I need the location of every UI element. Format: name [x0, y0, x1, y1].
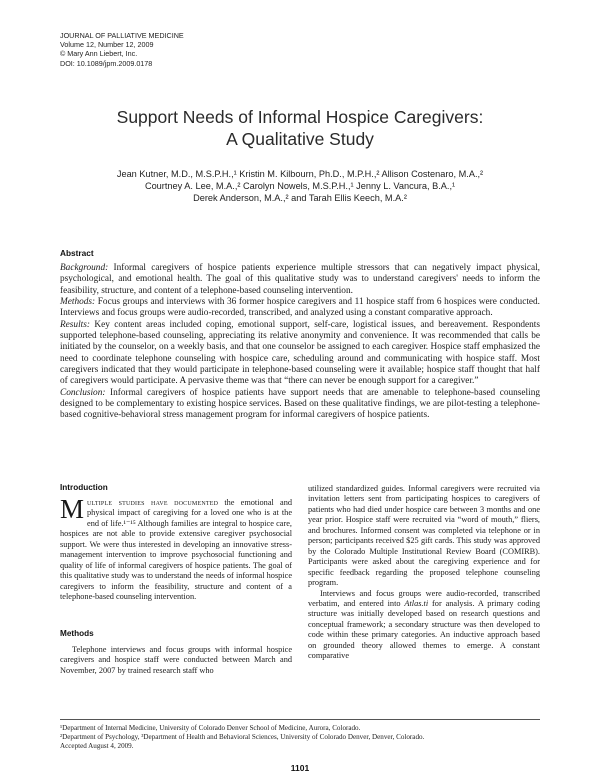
methods-body [60, 645, 292, 676]
authors-line-3: Derek Anderson, M.A.,² and Tarah Ellis Keech, M.A.² [193, 193, 407, 203]
background-label: Background: [60, 263, 109, 273]
journal-copyright: © Mary Ann Liebert, Inc. [60, 49, 138, 59]
analysis-paragraph [308, 589, 540, 662]
footnote-2: ²Department of Psychology, ³Department of Health and Behavioral Sciences, University of Colorado Denver, Denver, Colorado. [60, 733, 425, 741]
recruitment-paragraph: utilized standardized guides. Informal caregivers were recruited via invitation letters sent from participating hospices to caregivers of patients who had died under hospice care between 3 months and one year prior. Hospice staff were recruited via “word of mouth,” fliers, and brochures. Informed consent was completed via telephone or in person; participants received $25 gift cards. This study was approved by the Colorado Multiple Institutional Review Board (COMIRB). Participants were asked about the caregiving experience and for specific feedback regarding the proposed telephone counseling program. [308, 484, 540, 588]
abstract-results [60, 320, 540, 388]
journal-name: JOURNAL OF PALLIATIVE MEDICINE [60, 31, 184, 40]
drop-cap: M [60, 494, 85, 524]
results-text: Key content areas included coping, emotional support, self-care, logistical issues, and bereavement. Respondents supported telephone-based counseling, appreciating its relative anonymity and convenience. It was recommended that calls be initiated by the counselor, on a weekly basis, and that one counselor be assigned to each caregiver. Hospice staff emphasized the need to coordinate telephone counseling with hospice care, scheduling around and communicating with hospice staff. Most caregivers indicated that they would participate in telephone-based counseling were it available; hospice staff thought that half of caregivers would participate. A pervasive theme was that “there can never be enough support for a caregiver.” [60, 319, 540, 387]
title-line-2: A Qualitative Study [226, 129, 374, 149]
title-line-1: Support Needs of Informal Hospice Caregivers: [116, 107, 484, 127]
methods-text: Focus groups and interviews with 36 former hospice caregivers and 11 hospice staff from 6 hospices were conducted. Interviews and focus groups were audio-recorded, transcribed, and analyzed using a constant comparative approach. [60, 297, 540, 319]
paper-title [0, 106, 600, 150]
footnote-accepted: Accepted August 4, 2009. [60, 742, 134, 750]
conclusion-label: Conclusion: [60, 387, 106, 398]
methods-label: Methods: [60, 297, 96, 308]
results-label: Results: [60, 319, 90, 330]
footnotes [60, 724, 540, 751]
methods-heading: Methods [60, 629, 94, 638]
abstract-background [60, 263, 540, 297]
conclusion-text: Informal caregivers of hospice patients have support needs that are amenable to telephone-based counseling designed to be complementary to existing hospice services. Based on these qualitative findings, we are pilot-testing a telephone-based cognitive-behavioral stress management program for informal caregivers of hospice patients. [60, 387, 540, 421]
authors-line-1: Jean Kutner, M.D., M.S.P.H.,¹ Kristin M. Kilbourn, Ph.D., M.P.H.,² Allison Costenaro, M.A.,² [116, 169, 484, 179]
author-list [80, 168, 520, 204]
abstract-heading: Abstract [60, 248, 94, 258]
introduction-paragraph [60, 494, 292, 603]
intro-smallcaps: ultiple studies have documented [87, 498, 219, 507]
analysis-text-b: for analysis. A primary coding structure was initially developed based on research questions and conceptual framework; a secondary structure was then developed to code within these primary categories. An inductive approach based on grounded theory allowed themes to emerge. A constant comparative [308, 598, 540, 661]
abstract-body [60, 263, 540, 422]
methods-paragraph: Telephone interviews and focus groups with informal hospice caregivers and hospice staff were conducted between March and November, 2007 by trained research staff who [60, 645, 292, 675]
right-column-body [308, 484, 540, 662]
background-text: Informal caregivers of hospice patients experience multiple stressors that can negatively impact physical, psychological, and emotional health. The goal of this qualitative study was to understand caregivers' needs to inform the feasibility, structure, and content of a telephone-based counseling intervention. [60, 263, 540, 296]
abstract-conclusion [60, 388, 540, 422]
software-name: Atlas.ti [404, 598, 429, 608]
journal-header [60, 31, 184, 68]
introduction-body [60, 494, 292, 603]
authors-line-2: Courtney A. Lee, M.A.,² Carolyn Nowels, M.S.P.H.,¹ Jenny L. Vancura, B.A.,¹ [144, 181, 456, 191]
journal-volume: Volume 12, Number 12, 2009 [60, 40, 154, 50]
analysis-text-a: Interviews and focus groups were audio-recorded, transcribed verbatim, and entered into [308, 588, 540, 608]
footnote-1: ¹Department of Internal Medicine, University of Colorado Denver School of Medicine, Aurora, Colorado. [60, 724, 361, 732]
footnote-divider [60, 719, 540, 720]
journal-doi: DOI: 10.1089/jpm.2009.0178 [60, 58, 153, 68]
introduction-heading: Introduction [60, 483, 108, 492]
abstract-methods [60, 297, 540, 320]
page-number: 1101 [290, 763, 310, 773]
intro-text: the emotional and physical impact of caregiving for a loved one who is at the end of life.¹⁻¹⁵ Although families are integral to hospice care, hospices are not able to provide extensive caregiver psychosocial support. We were thus interested in developing an innovative stress-management intervention to improve psychosocial functioning and quality of life of informal caregivers of hospice patients. The goal of this qualitative study was to understand the needs of informal hospice caregivers to inform the feasibility, structure and content of a telephone-based counseling intervention. [60, 498, 292, 602]
